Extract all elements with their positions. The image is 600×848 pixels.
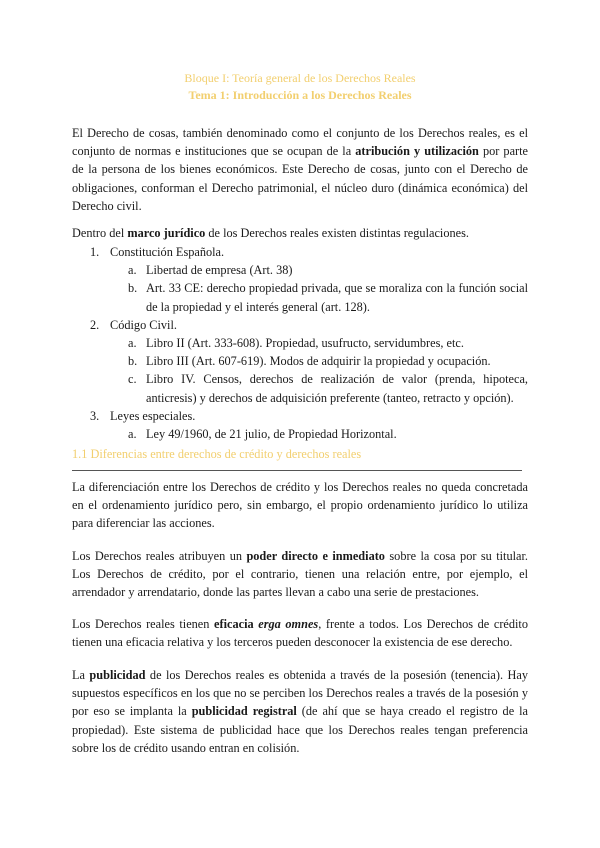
bold-term: eficacia [214,617,254,631]
sub-list-item: b. Art. 33 CE: derecho propiedad privada, que se moraliza con la función social de la propiedad y el interés general (art. 128). [128,281,528,314]
paragraph-publicity: La publicidad de los Derechos reales es obtenida a través de la posesión (tenencia). Hay supuestos específicos en los que no se perciben los Derechos reales a través de la posesión y por eso se implanta la publicidad registral (de ahí que se haya creado el registro de la propiedad). Este sistema de publicidad hace que los Derechos reales tengan preferencia sobre los de crédito usando entran en colisión. [72,668,528,755]
regulations-list [72,243,528,443]
topic-title: Tema 1: Introducción a los Derechos Reales [188,88,412,102]
paragraph-differentiation: La diferenciación entre los Derechos de crédito y los Derechos reales no queda concretada en el ordenamiento jurídico pero, sin embargo, el propio ordenamiento jurídico lo utiliza para diferenciar las acciones. [72,480,528,531]
block-title: Bloque I: Teoría general de los Derechos Reales [184,71,416,85]
list-item: 1. Constitución Española. [90,245,225,259]
bold-term: poder directo e inmediato [246,549,385,563]
italic-term: erga omnes [258,617,319,631]
list-item: 2. Código Civil. [90,317,177,332]
bold-term: marco jurídico [127,226,206,240]
sub-list-item: b. Libro III (Art. 607-619). Modos de adquirir la propiedad y ocupación. [128,354,491,369]
intro-paragraph: El Derecho de cosas, también denominado como el conjunto de los Derechos reales, es el conjunto de normas e instituciones que se ocupan de la atribución y utilización por parte de la persona de los bienes económicos. Este Derecho de cosas, junto con el Derecho de obligaciones, conforman el Derecho patrimonial, el núcleo duro (dinámica económica) del Derecho civil. [72,126,529,213]
sub-list-item: a. Libertad de empresa (Art. 38) [128,263,293,278]
paragraph-direct-power: Los Derechos reales atribuyen un poder directo e inmediato sobre la cosa por su titular. Los Derechos de crédito, por el contrario, tienen una relación entre, por ejemplo, el arrendador y arrendatario, donde las partes llevan a cabo una serie de prestaciones. [72,549,528,600]
paragraph-efficacy: Los Derechos reales tienen eficacia erga omnes, frente a todos. Los Derechos de crédito tienen una eficacia relativa y los terceros pueden desconocer la existencia de ese derecho. [72,617,528,650]
list-item: 3. Leyes especiales. [90,408,196,423]
bold-term: publicidad [89,668,146,682]
bold-term: publicidad registral [191,704,297,719]
section-divider [72,470,522,471]
sub-list-item: c. Libro IV. Censos, derechos de realización de valor (prenda, hipoteca, anticresis) y derechos de adquisición preferente (tanteo, retracto y opción). [128,372,528,405]
document-header [0,70,600,104]
section-heading: 1.1 Diferencias entre derechos de crédito y derechos reales [72,447,362,461]
sub-list-item: a. Ley 49/1960, de 21 julio, de Propiedad Horizontal. [128,427,397,442]
bold-term: atribución y utilización [355,144,479,159]
framework-paragraph: Dentro del marco jurídico de los Derechos reales existen distintas regulaciones. [72,226,469,240]
sub-list-item: a. Libro II (Art. 333-608). Propiedad, usufructo, servidumbres, etc. [128,336,464,351]
